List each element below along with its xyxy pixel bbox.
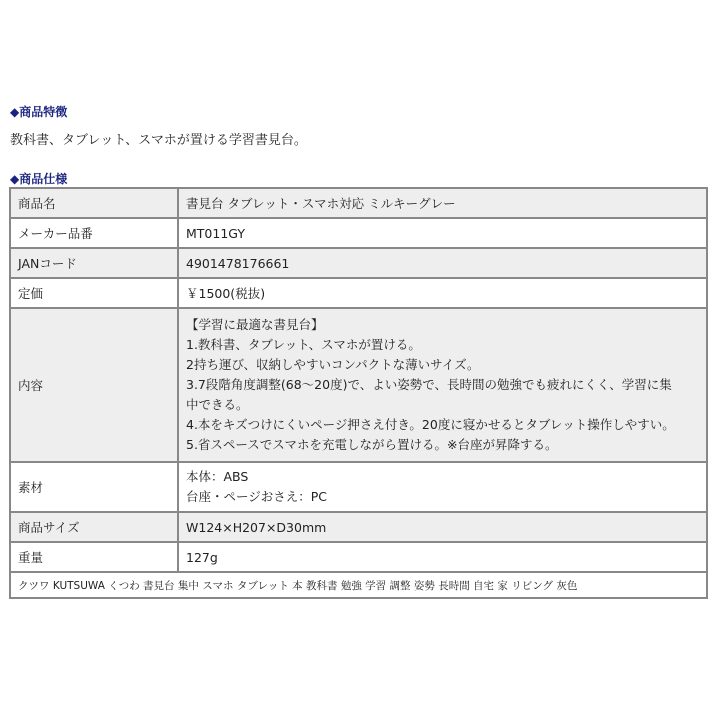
content-line: 3.7段階角度調整(68～20度)で、よい姿勢で、長時間の勉強でも疲れにくく、学習に集 (186, 377, 672, 392)
row-value (178, 462, 707, 512)
row-value: 4901478176661 (178, 248, 707, 278)
table-row-price (10, 278, 707, 308)
row-label: 商品サイズ (10, 512, 178, 542)
row-value: 127g (178, 542, 707, 572)
table-row-keywords (10, 572, 707, 598)
content-line: 中できる。 (186, 397, 249, 412)
material-line: 本体：ABS (186, 469, 249, 484)
row-value: MT011GY (178, 218, 707, 248)
table-row-material (10, 462, 707, 512)
features-heading: ◆商品特徴 (10, 105, 68, 119)
content-line: 4.本をキズつけにくいページ押さえ付き。20度に寝かせるとタブレット操作しやすい。 (186, 417, 675, 432)
row-label: JANコード (10, 248, 178, 278)
row-value (178, 308, 707, 462)
table-row-contents (10, 308, 707, 462)
content-line: 【学習に最適な書見台】 (186, 317, 324, 332)
content-line: 2持ち運び、収納しやすいコンパクトな薄いサイズ。 (186, 357, 480, 372)
table-row-size (10, 512, 707, 542)
row-value: 書見台 タブレット・スマホ対応 ミルキーグレー (178, 188, 707, 218)
row-value: ￥1500(税抜) (178, 278, 707, 308)
spec-table (9, 187, 708, 599)
specs-heading: ◆商品仕様 (10, 172, 68, 186)
keywords-text: クツワ KUTSUWA くつわ 書見台 集中 スマホ タブレット 本 教科書 勉強 学習 調整 姿勢 長時間 自宅 家 リビング 灰色 (10, 572, 707, 598)
table-row-product-name (10, 188, 707, 218)
content-line: 1.教科書、タブレット、スマホが置ける。 (186, 337, 421, 352)
features-text: 教科書、タブレット、スマホが置ける学習書見台。 (10, 133, 307, 148)
row-label: 定価 (10, 278, 178, 308)
table-row-weight (10, 542, 707, 572)
row-label: 重量 (10, 542, 178, 572)
table-row-maker-part-number (10, 218, 707, 248)
row-value: W124×H207×D30mm (178, 512, 707, 542)
row-label: 商品名 (10, 188, 178, 218)
row-label: 素材 (10, 462, 178, 512)
material-line: 台座・ページおさえ：PC (186, 489, 328, 504)
row-label: 内容 (10, 308, 178, 462)
row-label: メーカー品番 (10, 218, 178, 248)
content-line: 5.省スペースでスマホを充電しながら置ける。※台座が昇降する。 (186, 437, 558, 452)
table-row-jan-code (10, 248, 707, 278)
